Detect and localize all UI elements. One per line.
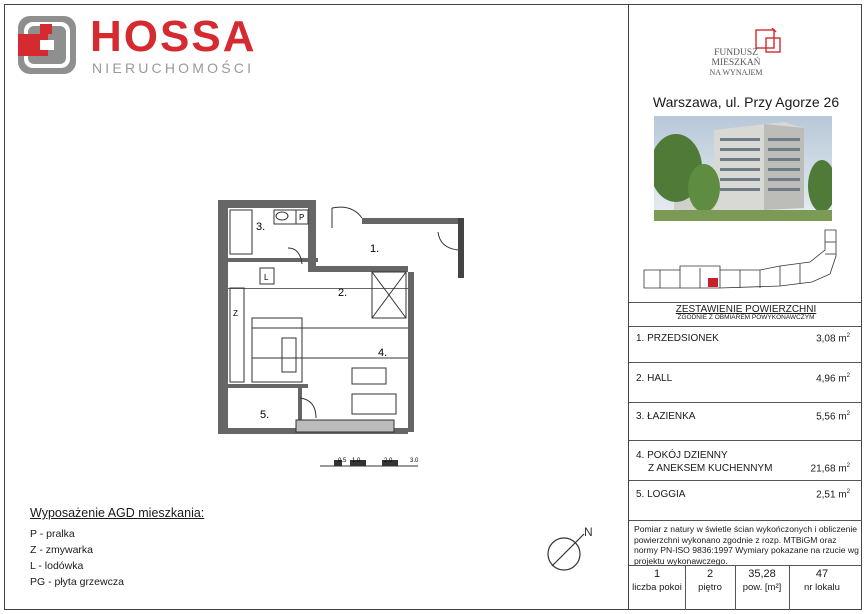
- scale-label-3-0: 3.0: [410, 458, 419, 464]
- appliance-p: P: [299, 213, 305, 222]
- divider: [629, 302, 862, 303]
- summary-rooms: 1 liczba pokoi: [632, 568, 682, 593]
- room-name-1: 1. PRZEDSIONEK: [636, 333, 719, 344]
- scale-label-2-0: 2.0: [384, 458, 393, 464]
- legend-title: Wyposażenie AGD mieszkania:: [30, 506, 205, 520]
- room-label-1: 1.: [370, 243, 380, 255]
- room-label-4: 4.: [378, 347, 388, 359]
- svg-text:N: N: [584, 525, 593, 539]
- table-title: ZESTAWIENIE POWIERZCHNI: [675, 304, 817, 315]
- divider: [629, 520, 862, 521]
- fund-name: [704, 48, 768, 78]
- building-render: [654, 116, 832, 221]
- summary-floor: 2 piętro: [698, 568, 722, 593]
- room-name-4-line-1: 4. POKÓJ DZIENNY: [636, 450, 728, 461]
- brand-name: HOSSA: [90, 12, 257, 61]
- divider: [629, 326, 862, 327]
- summary-unit-number: 47 nr lokalu: [804, 568, 840, 593]
- room-label-3: 3.: [256, 221, 266, 233]
- divider: [629, 565, 862, 566]
- building-key-plan: [640, 226, 840, 296]
- summary-area: 35,28 pow. [m²]: [742, 568, 782, 593]
- divider: [629, 440, 862, 441]
- legend-item: L - lodówka: [30, 560, 84, 572]
- legend-list: [30, 526, 124, 590]
- fund-line-3: NA WYNAJEM: [709, 68, 763, 77]
- brand-subtitle: NIERUCHOMOŚCI: [92, 60, 255, 76]
- legend-item: Z - zmywarka: [30, 544, 93, 556]
- divider: [629, 402, 862, 403]
- scale-label-1-0: 1.0: [352, 458, 361, 464]
- room-area-1: 3,08 $m^2$: [816, 333, 850, 345]
- fund-line-2: MIESZKAŃ: [711, 58, 761, 68]
- room-area-3: 5,56 $m^2$: [816, 411, 850, 423]
- room-name-3: 3. ŁAZIENKA: [636, 411, 696, 422]
- scale-label-0-5: 0.5: [338, 458, 347, 464]
- room-area-4: 21,68 $m^2$: [810, 463, 850, 475]
- floor-plan: [212, 188, 472, 472]
- appliance-l: L: [264, 273, 269, 282]
- room-name-5: 5. LOGGIA: [636, 489, 686, 500]
- hossa-logo-icon: [18, 16, 76, 74]
- room-area-2: 4,96 $m^2$: [816, 373, 850, 385]
- measurement-note: Pomiar z natury w świetle ścian wykończonych i obliczenie powierzchni wykonano zgodnie z rozp. MTBiGM oraz normy PN-ISO 9836:1997 Wymiary pokazane na rzucie wg projektu wykonawczego.: [634, 524, 859, 566]
- appliance-z: Z: [233, 309, 238, 318]
- room-label-2: 2.: [338, 287, 348, 299]
- legend-item: PG - płyta grzewcza: [30, 576, 124, 588]
- legend-item: P - pralka: [30, 528, 75, 540]
- address: Warszawa, ul. Przy Agorze 26: [652, 94, 840, 110]
- table-subtitle: ZGODNIE Z OBMIAREM POWYKONAWCZYM: [677, 314, 815, 321]
- fund-line-1: FUNDUSZ: [714, 48, 758, 58]
- room-name-2: 2. HALL: [636, 373, 673, 384]
- room-area-5: 2,51 $m^2$: [816, 489, 850, 501]
- divider: [629, 480, 862, 481]
- divider: [629, 362, 862, 363]
- room-label-5: 5.: [260, 409, 270, 421]
- north-arrow-icon: [540, 522, 600, 578]
- room-name-4-line-2: Z ANEKSEM KUCHENNYM: [648, 463, 773, 474]
